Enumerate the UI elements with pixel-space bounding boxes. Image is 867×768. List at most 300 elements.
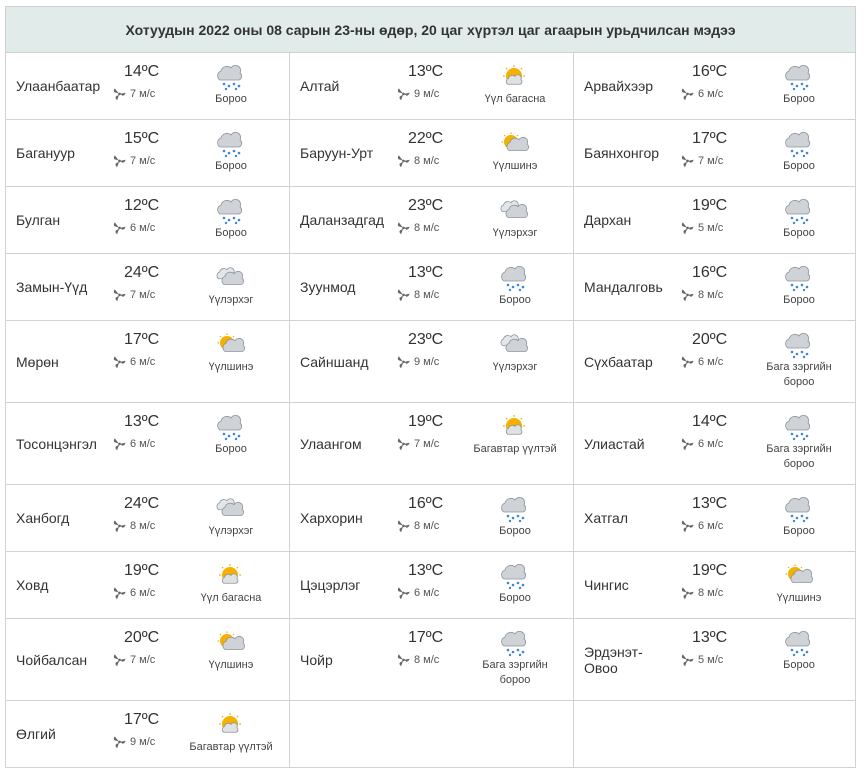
wind-speed-value: 5 м/с bbox=[698, 653, 724, 666]
temperature: 14ºC bbox=[692, 413, 728, 430]
rain-cloud-icon bbox=[782, 333, 816, 359]
partly-cloudy-icon bbox=[214, 631, 248, 657]
city-forecast bbox=[6, 552, 289, 618]
wind-fan-icon bbox=[680, 220, 695, 235]
weather-description: Бороо bbox=[215, 93, 247, 105]
weather-condition bbox=[744, 266, 854, 308]
wind-speed-value: 8 м/с bbox=[414, 154, 440, 167]
rain-cloud-icon bbox=[214, 132, 248, 158]
wind-fan-icon bbox=[112, 287, 127, 302]
weather-condition bbox=[460, 199, 570, 241]
wind-speed-value: 8 м/с bbox=[698, 288, 724, 301]
wind-fan-icon bbox=[396, 652, 411, 667]
wind-speed-value: 8 м/с bbox=[414, 519, 440, 532]
city-forecast bbox=[6, 321, 289, 402]
wind-speed-value: 9 м/с bbox=[130, 735, 156, 748]
city-forecast bbox=[290, 619, 573, 700]
wind-speed bbox=[112, 734, 155, 749]
city-cell bbox=[6, 321, 290, 403]
temperature: 16ºC bbox=[408, 495, 444, 512]
city-cell bbox=[6, 187, 290, 254]
weather-description-block bbox=[766, 360, 831, 390]
wind-speed bbox=[396, 287, 439, 302]
rain-cloud-icon bbox=[782, 65, 816, 91]
city-forecast bbox=[574, 254, 855, 320]
wind-fan-icon bbox=[112, 585, 127, 600]
wind-speed bbox=[112, 652, 155, 667]
wind-fan-icon bbox=[680, 86, 695, 101]
wind-speed bbox=[680, 287, 723, 302]
wind-speed bbox=[112, 153, 155, 168]
forecast-row bbox=[6, 53, 856, 120]
rain-cloud-icon bbox=[782, 415, 816, 441]
wind-speed-value: 7 м/с bbox=[698, 154, 724, 167]
weather-condition bbox=[460, 65, 570, 107]
partly-cloudy-icon bbox=[782, 564, 816, 590]
weather-condition bbox=[460, 497, 570, 539]
wind-fan-icon bbox=[112, 354, 127, 369]
weather-description: Үүлэрхэг bbox=[208, 294, 254, 306]
weather-condition bbox=[460, 132, 570, 174]
wind-fan-icon bbox=[396, 153, 411, 168]
city-cell bbox=[574, 485, 856, 552]
rain-cloud-icon bbox=[498, 631, 532, 657]
city-cell bbox=[290, 403, 574, 485]
weather-description: Бороо bbox=[499, 294, 531, 306]
weather-description: Бороо bbox=[499, 525, 531, 537]
temperature: 23ºC bbox=[408, 197, 444, 214]
wind-speed-value: 6 м/с bbox=[698, 355, 724, 368]
temperature: 16ºC bbox=[692, 264, 728, 281]
city-name: Дархан bbox=[584, 212, 632, 228]
wind-fan-icon bbox=[396, 220, 411, 235]
city-cell bbox=[6, 120, 290, 187]
partly-cloudy-icon bbox=[214, 333, 248, 359]
weather-description-block bbox=[783, 658, 815, 673]
rain-cloud-icon bbox=[782, 199, 816, 225]
temperature: 19ºC bbox=[692, 197, 728, 214]
weather-condition bbox=[176, 65, 286, 107]
wind-fan-icon bbox=[112, 734, 127, 749]
wind-speed bbox=[680, 220, 723, 235]
wind-fan-icon bbox=[112, 220, 127, 235]
city-cell bbox=[6, 485, 290, 552]
sun-cloud-icon bbox=[214, 564, 248, 590]
weather-condition bbox=[176, 497, 286, 539]
city-forecast bbox=[574, 53, 855, 119]
wind-fan-icon bbox=[112, 652, 127, 667]
weather-description: Үүлшинэ bbox=[208, 659, 254, 671]
weather-description-block bbox=[499, 293, 531, 308]
weather-condition bbox=[744, 631, 854, 673]
wind-fan-icon bbox=[112, 153, 127, 168]
rain-cloud-icon bbox=[214, 199, 248, 225]
city-name: Хатгал bbox=[584, 510, 628, 526]
wind-fan-icon bbox=[396, 436, 411, 451]
temperature: 19ºC bbox=[408, 413, 444, 430]
wind-fan-icon bbox=[680, 518, 695, 533]
wind-speed-value: 6 м/с bbox=[698, 519, 724, 532]
wind-speed-value: 7 м/с bbox=[130, 154, 156, 167]
wind-fan-icon bbox=[396, 287, 411, 302]
city-name: Багануур bbox=[16, 145, 75, 161]
wind-speed-value: 8 м/с bbox=[414, 288, 440, 301]
sun-cloud-icon bbox=[214, 713, 248, 739]
weather-description: Үүлшинэ bbox=[492, 160, 538, 172]
weather-description-block bbox=[209, 293, 254, 308]
city-cell bbox=[290, 619, 574, 701]
temperature: 22ºC bbox=[408, 130, 444, 147]
wind-speed bbox=[112, 86, 155, 101]
city-name: Сүхбаатар bbox=[584, 353, 653, 370]
city-cell bbox=[574, 552, 856, 619]
wind-speed-value: 7 м/с bbox=[414, 437, 440, 450]
wind-speed-value: 9 м/с bbox=[414, 87, 440, 100]
city-forecast bbox=[6, 187, 289, 253]
city-name: Алтай bbox=[300, 78, 340, 94]
temperature: 13ºC bbox=[408, 562, 444, 579]
temperature: 20ºC bbox=[692, 331, 728, 348]
city-forecast bbox=[574, 619, 855, 700]
city-name: Чойбалсан bbox=[16, 651, 88, 668]
weather-description-block bbox=[189, 740, 272, 755]
wind-speed bbox=[112, 518, 155, 533]
city-cell bbox=[290, 485, 574, 552]
weather-condition bbox=[176, 199, 286, 241]
wind-speed-value: 5 м/с bbox=[698, 221, 724, 234]
city-forecast bbox=[574, 552, 855, 618]
temperature: 14ºC bbox=[124, 63, 160, 80]
city-forecast bbox=[290, 254, 573, 320]
wind-speed-value: 8 м/с bbox=[698, 586, 724, 599]
weather-description: Үүлшинэ bbox=[776, 592, 822, 604]
wind-speed bbox=[680, 153, 723, 168]
weather-description-block bbox=[209, 524, 254, 539]
city-cell bbox=[574, 187, 856, 254]
city-name: Хархорин bbox=[300, 510, 363, 526]
weather-condition bbox=[176, 564, 286, 606]
city-cell bbox=[290, 187, 574, 254]
empty-cell bbox=[574, 701, 856, 768]
wind-speed-value: 8 м/с bbox=[130, 519, 156, 532]
wind-speed-value: 7 м/с bbox=[130, 288, 156, 301]
weather-description-block bbox=[783, 92, 815, 107]
city-forecast bbox=[6, 403, 289, 484]
forecast-row bbox=[6, 254, 856, 321]
wind-speed-value: 6 м/с bbox=[130, 355, 156, 368]
weather-description: бороо bbox=[499, 674, 531, 686]
temperature: 15ºC bbox=[124, 130, 160, 147]
empty-cell bbox=[290, 701, 574, 768]
weather-description-block bbox=[783, 159, 815, 174]
city-forecast bbox=[6, 254, 289, 320]
city-name: Ханбогд bbox=[16, 510, 70, 526]
temperature: 17ºC bbox=[408, 629, 444, 646]
city-cell bbox=[6, 701, 290, 768]
city-forecast bbox=[290, 485, 573, 551]
city-forecast bbox=[290, 120, 573, 186]
forecast-row bbox=[6, 403, 856, 485]
cloudy-icon bbox=[498, 199, 532, 225]
city-forecast bbox=[290, 187, 573, 253]
weather-description: Бага зэргийн bbox=[766, 443, 832, 455]
city-cell bbox=[6, 619, 290, 701]
weather-description-block bbox=[215, 442, 247, 457]
rain-cloud-icon bbox=[214, 65, 248, 91]
wind-fan-icon bbox=[680, 436, 695, 451]
city-name: Өлгий bbox=[16, 726, 56, 742]
wind-speed bbox=[680, 436, 723, 451]
weather-description: Багавтар үүлтэй bbox=[189, 741, 273, 753]
city-name: Замын-Үүд bbox=[16, 279, 88, 295]
weather-description-block bbox=[485, 92, 546, 107]
temperature: 19ºC bbox=[124, 562, 160, 579]
weather-description-block bbox=[215, 92, 247, 107]
weather-condition bbox=[460, 631, 570, 688]
weather-description: Бороо bbox=[499, 592, 531, 604]
sun-cloud-icon bbox=[498, 415, 532, 441]
temperature: 23ºC bbox=[408, 331, 444, 348]
weather-description: бороо bbox=[783, 458, 815, 470]
wind-fan-icon bbox=[112, 518, 127, 533]
weather-condition bbox=[744, 564, 854, 606]
weather-condition bbox=[460, 333, 570, 375]
weather-description-block bbox=[493, 159, 538, 174]
weather-description-block bbox=[783, 226, 815, 241]
city-name: Баруун-Урт bbox=[300, 145, 374, 161]
city-cell bbox=[6, 254, 290, 321]
rain-cloud-icon bbox=[782, 266, 816, 292]
city-name: Сайншанд bbox=[300, 353, 369, 370]
wind-speed bbox=[396, 652, 439, 667]
temperature: 17ºC bbox=[124, 711, 160, 728]
weather-condition bbox=[744, 65, 854, 107]
weather-description: Үүл багасна bbox=[484, 93, 546, 105]
city-name: Чингис bbox=[584, 577, 629, 593]
city-cell bbox=[574, 619, 856, 701]
weather-description: Үүлэрхэг bbox=[492, 361, 538, 373]
city-name: Ховд bbox=[16, 577, 49, 593]
weather-condition bbox=[744, 199, 854, 241]
weather-description-block bbox=[201, 591, 262, 606]
temperature: 17ºC bbox=[692, 130, 728, 147]
temperature: 17ºC bbox=[124, 331, 160, 348]
city-name: Мандалговь bbox=[584, 279, 663, 295]
wind-speed bbox=[680, 518, 723, 533]
city-forecast bbox=[574, 321, 855, 402]
wind-fan-icon bbox=[396, 585, 411, 600]
wind-speed bbox=[112, 220, 155, 235]
temperature: 24ºC bbox=[124, 264, 160, 281]
weather-description: Бага зэргийн bbox=[766, 361, 832, 373]
temperature: 13ºC bbox=[692, 495, 728, 512]
city-forecast bbox=[290, 552, 573, 618]
weather-description-block bbox=[493, 226, 538, 241]
weather-description-block bbox=[482, 658, 547, 688]
cloudy-icon bbox=[498, 333, 532, 359]
weather-description: Бороо bbox=[783, 160, 815, 172]
city-forecast bbox=[290, 321, 573, 402]
weather-condition bbox=[460, 564, 570, 606]
wind-fan-icon bbox=[680, 354, 695, 369]
city-forecast bbox=[574, 120, 855, 186]
weather-condition bbox=[744, 497, 854, 539]
city-cell bbox=[574, 321, 856, 403]
cloudy-icon bbox=[214, 497, 248, 523]
wind-speed-value: 7 м/с bbox=[130, 653, 156, 666]
temperature: 13ºC bbox=[692, 629, 728, 646]
weather-condition bbox=[176, 415, 286, 457]
city-name: Булган bbox=[16, 212, 61, 228]
forecast-row bbox=[6, 552, 856, 619]
wind-speed-value: 8 м/с bbox=[414, 653, 440, 666]
rain-cloud-icon bbox=[498, 497, 532, 523]
weather-condition bbox=[176, 132, 286, 174]
city-name: Баянхонгор bbox=[584, 145, 660, 161]
wind-fan-icon bbox=[396, 86, 411, 101]
rain-cloud-icon bbox=[782, 631, 816, 657]
rain-cloud-icon bbox=[782, 497, 816, 523]
city-name: Улаангом bbox=[300, 435, 362, 452]
city-cell bbox=[574, 120, 856, 187]
city-forecast bbox=[6, 485, 289, 551]
wind-speed bbox=[396, 436, 439, 451]
wind-speed-value: 9 м/с bbox=[414, 355, 440, 368]
forecast-row bbox=[6, 485, 856, 552]
weather-description-block bbox=[209, 360, 254, 375]
city-cell bbox=[290, 254, 574, 321]
wind-speed-value: 6 м/с bbox=[130, 437, 156, 450]
wind-speed-value: 6 м/с bbox=[698, 437, 724, 450]
weather-description: Бороо bbox=[215, 227, 247, 239]
weather-description: Бороо bbox=[783, 525, 815, 537]
city-name: Арвайхээр bbox=[584, 78, 654, 94]
temperature: 13ºC bbox=[408, 63, 444, 80]
wind-speed-value: 8 м/с bbox=[414, 221, 440, 234]
city-forecast bbox=[574, 187, 855, 253]
forecast-title: Хотуудын 2022 оны 08 сарын 23-ны өдөр, 20 цаг хүртэл цаг агаарын урьдчилсан мэдээ bbox=[6, 7, 856, 53]
forecast-table bbox=[5, 6, 856, 768]
weather-condition bbox=[744, 333, 854, 390]
wind-speed-value: 6 м/с bbox=[698, 87, 724, 100]
header-row bbox=[6, 7, 856, 53]
rain-cloud-icon bbox=[214, 415, 248, 441]
weather-description: бороо bbox=[783, 376, 815, 388]
weather-description: Багавтар үүлтэй bbox=[473, 443, 557, 455]
weather-description: Бороо bbox=[215, 160, 247, 172]
wind-speed bbox=[112, 436, 155, 451]
wind-speed bbox=[396, 86, 439, 101]
temperature: 13ºC bbox=[408, 264, 444, 281]
temperature: 24ºC bbox=[124, 495, 160, 512]
weather-description: Бороо bbox=[215, 443, 247, 455]
weather-description-block bbox=[783, 293, 815, 308]
temperature: 19ºC bbox=[692, 562, 728, 579]
city-cell bbox=[290, 53, 574, 120]
city-forecast bbox=[290, 403, 573, 484]
weather-description-block bbox=[499, 524, 531, 539]
city-cell bbox=[290, 120, 574, 187]
city-name: Эрдэнэт-Овоо bbox=[584, 643, 643, 676]
rain-cloud-icon bbox=[782, 132, 816, 158]
city-forecast bbox=[574, 485, 855, 551]
city-name: Улаанбаатар bbox=[16, 78, 101, 94]
weather-description-block bbox=[493, 360, 538, 375]
partly-cloudy-icon bbox=[498, 132, 532, 158]
temperature: 13ºC bbox=[124, 413, 160, 430]
weather-description-block bbox=[473, 442, 556, 457]
city-name: Мөрөн bbox=[16, 353, 59, 370]
weather-description: Үүлэрхэг bbox=[208, 525, 254, 537]
wind-speed bbox=[396, 153, 439, 168]
wind-fan-icon bbox=[680, 585, 695, 600]
weather-description: Бороо bbox=[783, 93, 815, 105]
weather-condition bbox=[176, 631, 286, 673]
temperature: 16ºC bbox=[692, 63, 728, 80]
city-name: Чойр bbox=[300, 651, 333, 668]
weather-condition bbox=[744, 415, 854, 472]
wind-speed-value: 7 м/с bbox=[130, 87, 156, 100]
forecast-row bbox=[6, 619, 856, 701]
wind-speed bbox=[396, 518, 439, 533]
city-forecast bbox=[6, 53, 289, 119]
city-name: Цэцэрлэг bbox=[300, 577, 361, 593]
temperature: 20ºC bbox=[124, 629, 160, 646]
weather-description-block bbox=[209, 658, 254, 673]
forecast-row bbox=[6, 321, 856, 403]
weather-description: Үүл багасна bbox=[200, 592, 262, 604]
city-cell bbox=[6, 552, 290, 619]
wind-fan-icon bbox=[680, 153, 695, 168]
city-forecast bbox=[290, 53, 573, 119]
city-forecast bbox=[6, 619, 289, 700]
city-cell bbox=[574, 53, 856, 120]
city-cell bbox=[574, 403, 856, 485]
city-cell bbox=[290, 552, 574, 619]
forecast-row bbox=[6, 187, 856, 254]
wind-speed bbox=[112, 287, 155, 302]
rain-cloud-icon bbox=[498, 266, 532, 292]
wind-fan-icon bbox=[396, 518, 411, 533]
weather-description-block bbox=[499, 591, 531, 606]
wind-fan-icon bbox=[396, 354, 411, 369]
city-name: Тосонцэнгэл bbox=[16, 435, 97, 452]
forecast-row bbox=[6, 120, 856, 187]
rain-cloud-icon bbox=[498, 564, 532, 590]
wind-fan-icon bbox=[680, 287, 695, 302]
weather-condition bbox=[176, 266, 286, 308]
weather-condition bbox=[744, 132, 854, 174]
city-forecast bbox=[574, 403, 855, 484]
forecast-row bbox=[6, 701, 856, 768]
wind-fan-icon bbox=[112, 436, 127, 451]
wind-speed bbox=[680, 585, 723, 600]
weather-description: Бага зэргийн bbox=[482, 659, 548, 671]
temperature: 12ºC bbox=[124, 197, 160, 214]
city-name: Даланзадгад bbox=[300, 212, 385, 228]
weather-description: Үүлшинэ bbox=[208, 361, 254, 373]
weather-description-block bbox=[215, 226, 247, 241]
city-forecast bbox=[6, 701, 289, 767]
city-cell bbox=[6, 403, 290, 485]
wind-speed bbox=[112, 354, 155, 369]
wind-speed bbox=[680, 86, 723, 101]
wind-speed bbox=[396, 220, 439, 235]
wind-speed bbox=[680, 652, 723, 667]
city-cell bbox=[6, 53, 290, 120]
city-cell bbox=[290, 321, 574, 403]
weather-description-block bbox=[783, 524, 815, 539]
